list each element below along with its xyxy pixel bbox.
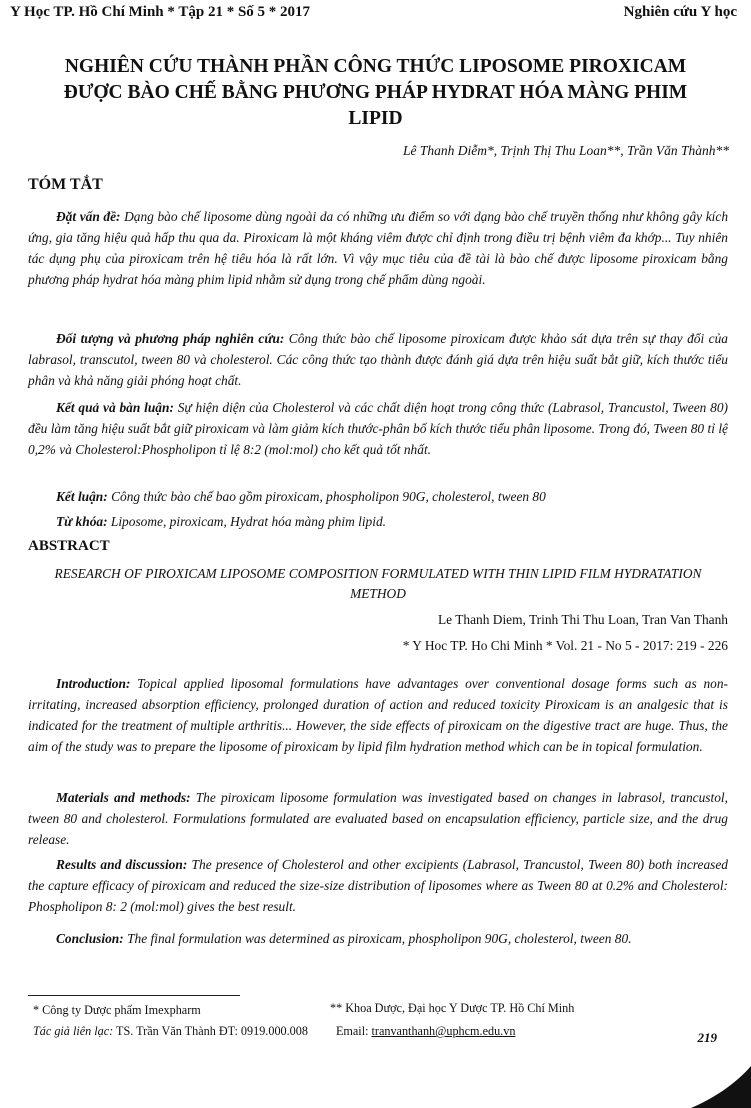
lead-label: Conclusion: <box>56 931 124 946</box>
abstract-results <box>28 854 728 917</box>
page-corner-shadow-icon <box>689 1066 751 1108</box>
lead-label: Materials and methods: <box>56 790 191 805</box>
page-number: 219 <box>697 1030 717 1045</box>
footnote-divider <box>28 995 240 996</box>
contact-text: TS. Trần Văn Thành ĐT: 0919.000.008 <box>113 1024 308 1038</box>
paragraph-text: Topical applied liposomal formulations have advantages over conventional dosage forms such as non-irritating, increased absorption efficiency, prolonged duration of action and reduced toxicity Piroxicam is an analgesic that is indicated for the treatment of multiple arthritis... However, the side effects of piroxicam on the digestive tract are huge. Thus, the aim of the study was to prepare the liposome of piroxicam by lipid film hydration method which can be in topical formulation. <box>28 676 728 754</box>
summary-results <box>28 397 728 460</box>
running-header-section: Nghiên cứu Y học <box>623 4 737 20</box>
summary-background <box>28 206 728 290</box>
email-label: Email: <box>335 1024 372 1038</box>
lead-label: Từ khóa: <box>56 514 108 529</box>
email-link[interactable]: tranvanthanh@uphcm.edu.vn <box>371 1024 516 1038</box>
contact-label: Tác giả liên lạc: <box>33 1024 114 1038</box>
summary-conclusion <box>28 486 728 507</box>
abstract-heading: ABSTRACT <box>28 538 110 554</box>
footnote-affiliation-2: ** Khoa Dược, Đại học Y Dược TP. Hồ Chí Minh <box>330 1001 575 1015</box>
abstract-authors: Le Thanh Diem, Trinh Thi Thu Loan, Tran Van Thanh <box>437 612 728 627</box>
abstract-methods <box>28 787 728 850</box>
paragraph-text: Liposome, piroxicam, Hydrat hóa màng phim lipid. <box>107 514 387 529</box>
lead-label: Results and discussion: <box>56 857 188 872</box>
paragraph-text: Công thức bào chế bao gồm piroxicam, phospholipon 90G, cholesterol, tween 80 <box>107 489 546 504</box>
summary-keywords <box>28 511 728 532</box>
footnote-affiliation-1: * Công ty Dược phẩm Imexpharm <box>33 1003 201 1017</box>
summary-heading: TÓM TẮT <box>28 176 103 193</box>
lead-label: Đối tượng và phương pháp nghiên cứu: <box>56 331 285 346</box>
abstract-conclusion <box>28 928 728 949</box>
summary-methods <box>28 328 728 391</box>
running-header-journal: Y Học TP. Hồ Chí Minh * Tập 21 * Số 5 * 2017 <box>10 4 311 20</box>
paragraph-text: The presence of Cholesterol and other excipients (Labrasol, Trancustol, Tween 80) both increased the capture efficacy of piroxicam and reduced the size-size distribution of liposomes where as Tween 80 at 0.2% and Cholesterol: Phospholipon 8: 2 (mol:mol) gives the best result. <box>28 857 729 914</box>
paragraph-text: Sự hiện diện của Cholesterol và các chất diện hoạt trong công thức (Labrasol, Trancustol, Tween 80) đều làm tăng hiệu suất bắt giữ piroxicam và làm giảm kích thước-phân bố kích thước tiểu phân liposome. Trong đó, Tween 80 tỉ lệ 0,2% và Cholesterol:Phospholipon tỉ lệ 8:2 (mol:mol) cho kết quả tốt nhất. <box>28 400 728 457</box>
author-list: Lê Thanh Diễm*, Trịnh Thị Thu Loan**, Trần Văn Thành** <box>403 143 729 158</box>
abstract-citation: * Y Hoc TP. Ho Chi Minh * Vol. 21 - No 5 - 2017: 219 - 226 <box>402 638 728 653</box>
paragraph-text: The piroxicam liposome formulation was investigated based on changes in labrasol, trancustol, tween 80 and cholesterol. Formulations formulated are evaluated based on encapsulation efficiency, particle size, and the drug release. <box>28 790 728 847</box>
lead-label: Kết luận: <box>56 489 108 504</box>
lead-label: Kết quả và bàn luận: <box>56 400 174 415</box>
paragraph-text: Dạng bào chế liposome dùng ngoài da có những ưu điểm so với dạng bào chế truyền thống như không gây kích ứng, gia tăng hiệu quả hấp thu qua da. Piroxicam là một kháng viêm được chỉ định trong điều trị bệnh viêm đa khớp... Tuy nhiên tác dụng phụ của piroxicam trên hệ tiêu hóa là rất lớn. Vì vậy mục tiêu của đề tài là bào chế được liposome piroxicam bằng phương pháp hydrat hóa màng phim lipid nhằm sử dụng trong chế phẩm dùng ngoài. <box>28 209 729 287</box>
lead-label: Introduction: <box>56 676 131 691</box>
lead-label: Đặt vấn đề: <box>56 209 121 224</box>
abstract-title: RESEARCH OF PIROXICAM LIPOSOME COMPOSITION FORMULATED WITH THIN LIPID FILM HYDRATATION METHOD <box>54 566 702 601</box>
article-title: NGHIÊN CỨU THÀNH PHẦN CÔNG THỨC LIPOSOME PIROXICAM ĐƯỢC BÀO CHẾ BẰNG PHƯƠNG PHÁP HYDRAT HÓA MÀNG PHIM LIPID <box>63 56 688 129</box>
footnote-contact <box>33 1024 515 1039</box>
abstract-introduction <box>28 673 728 757</box>
paragraph-text: The final formulation was determined as piroxicam, phospholipon 90G, cholesterol, tween 80. <box>123 931 632 946</box>
paragraph-text: Công thức bào chế liposome piroxicam được khảo sát dựa trên sự thay đổi của labrasol, transcutol, tween 80 và cholesterol. Các công thức tạo thành được đánh giá dựa trên hiệu suất bắt giữ, kích thước tiểu phân và khả năng giải phóng hoạt chất. <box>28 331 728 388</box>
